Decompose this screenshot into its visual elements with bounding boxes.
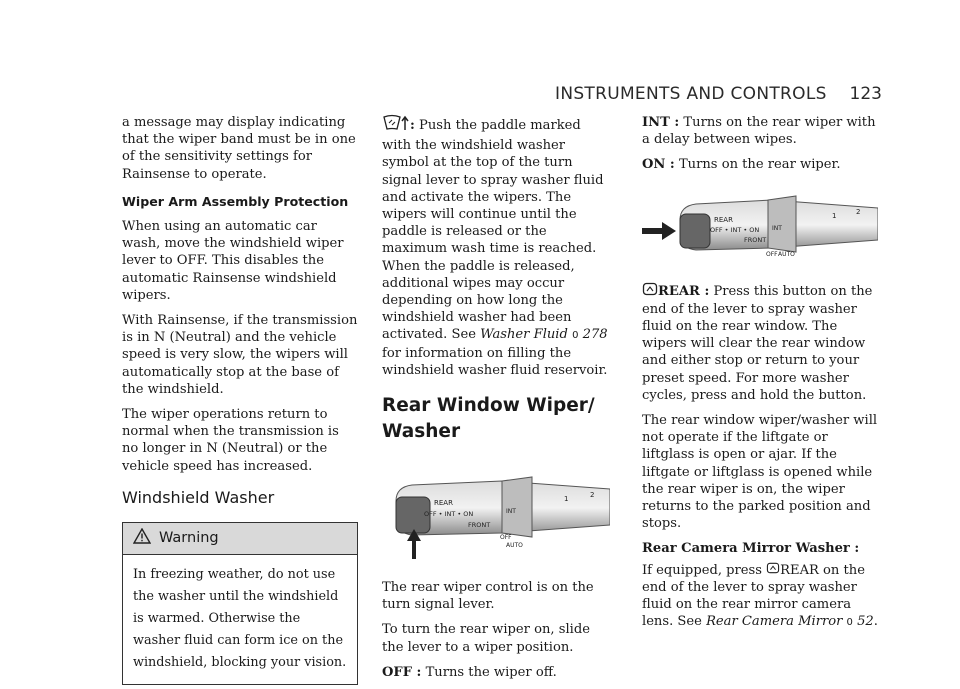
fig2-num2-label: 2 (856, 207, 861, 216)
heading-rear-wiper: Rear Window Wiper/ Washer (382, 395, 595, 443)
lever-illustration-rear-press (642, 184, 878, 264)
column-right (642, 114, 878, 640)
paragraph-liftgate: The rear window wiper/washer will not operate if the liftgate or liftglass is open or ajar. If the liftgate or liftglass is opened while the rear wiper is on, the wiper returns to the parked position and stops. (642, 413, 878, 532)
on-desc: Turns on the rear wiper. (678, 157, 841, 173)
warning-box (122, 522, 358, 685)
paragraph-off (382, 664, 610, 681)
fig-num2-label: 2 (590, 491, 595, 500)
fig2-off-label: OFF (766, 250, 778, 258)
page-ref-arrow-2: 0 (846, 617, 853, 629)
section-title: INSTRUMENTS AND CONTROLS (555, 84, 827, 104)
heading-rear-camera-washer (642, 540, 878, 557)
paragraph-int (642, 114, 878, 148)
fig2-front-label: FRONT (744, 235, 767, 244)
fig-auto-label: AUTO (506, 542, 523, 550)
rear-desc: Press this button on the end of the lever to spray washer fluid on the rear window. The wipers will clear the rear window and either stop or return to your preset speed. For more washer cycles, press and hold the button. (642, 283, 873, 403)
warning-title: Warning (159, 530, 219, 547)
rear-washer-icon (642, 282, 658, 301)
paragraph-on (642, 156, 878, 173)
term-off: OFF : (382, 664, 422, 680)
rear-washer-icon-inline (766, 562, 780, 579)
link-rear-camera-mirror[interactable]: Rear Camera Mirror (706, 614, 843, 630)
page-ref-arrow: 0 (572, 330, 579, 342)
fig2-num1-label: 1 (832, 211, 837, 220)
paragraph-car-wash: When using an automatic car wash, move the windshield wiper lever to OFF. This disables the automatic Rainsense windshield wipers. (122, 219, 344, 303)
column-left (122, 114, 358, 685)
link-washer-fluid[interactable]: Washer Fluid (480, 327, 568, 343)
fig-int-label: INT (506, 508, 516, 516)
fig2-rear-label: REAR (714, 215, 733, 224)
right-arrow-icon (642, 222, 676, 240)
washer-text-end: for information on filling the windshield washer fluid reservoir. (382, 345, 608, 378)
warning-body (123, 555, 357, 684)
paragraph-rear-button (642, 282, 878, 404)
term-rear-camera-washer: Rear Camera Mirror Washer : (642, 541, 860, 557)
paragraph-rear-camera-washer (642, 562, 878, 632)
column-middle (382, 114, 610, 689)
off-desc: Turns the wiper off. (425, 664, 557, 680)
paragraph-return-normal: The wiper operations return to normal when the transmission is no longer in N (Neutral) or the vehicle speed has increased. (122, 407, 339, 474)
fig-modes-label: OFF • INT • ON (424, 510, 474, 519)
paragraph-neutral-stop: With Rainsense, if the transmission is in N (Neutral) and the vehicle speed is very slow, the wipers will automatically stop at the base of the windshield. (122, 313, 358, 397)
lever-illustration-rear-slide (382, 461, 610, 561)
paragraph-rainsense-message: a message may display indicating that the wiper band must be in one of the sensitivity settings for Rainsense to operate. (122, 115, 356, 182)
link-washer-fluid-page[interactable]: 278 (582, 327, 608, 343)
fig-front-label: FRONT (468, 521, 491, 530)
mirror-end: . (873, 614, 878, 630)
fig2-int-label: INT (772, 224, 782, 232)
paragraph-rear-slide: To turn the rear wiper on, slide the lever to a wiper position. (382, 622, 590, 655)
warning-text: In freezing weather, do not use the washer until the windshield is warmed. Otherwise the washer fluid can form ice on the windshield, blocking your vision. (133, 567, 347, 671)
subheading-wiper-protection: Wiper Arm Assembly Protection (122, 193, 349, 209)
mirror-pre: If equipped, press (642, 562, 762, 578)
fig2-auto-label: AUTO (778, 250, 795, 258)
heading-windshield-washer: Windshield Washer (122, 487, 275, 507)
term-rear: REAR : (658, 283, 710, 299)
link-rear-camera-mirror-page[interactable]: 52 (857, 614, 874, 630)
warning-header (123, 523, 357, 555)
int-desc: Turns on the rear wiper with a delay between wipes. (642, 115, 876, 148)
washer-text: Push the paddle marked with the windshield washer symbol at the top of the turn signal lever to spray washer fluid and activate the wipers. The wipers will continue until the paddle is released or the maximum wash time is reached. When the paddle is released, additional wipes may occur depending on how long the windshield washer had been activated. See (382, 118, 604, 343)
fig-rear-label: REAR (434, 499, 453, 508)
fig-num1-label: 1 (564, 495, 569, 504)
fig2-modes-label: OFF • INT • ON (710, 225, 760, 234)
windshield-washer-icon (382, 114, 410, 137)
term-int: INT : (642, 115, 680, 130)
term-on: ON : (642, 157, 675, 173)
page-number: 123 (849, 84, 882, 104)
warning-triangle-icon (133, 528, 151, 549)
paragraph-rear-control: The rear wiper control is on the turn signal lever. (382, 580, 594, 613)
fig-off-label: OFF (500, 534, 512, 542)
washer-separator: : (410, 118, 415, 134)
paragraph-washer-paddle (382, 114, 610, 379)
mirror-mid: REAR on the end of the lever to spray washer fluid on the rear mirror camera lens. See (642, 562, 865, 630)
